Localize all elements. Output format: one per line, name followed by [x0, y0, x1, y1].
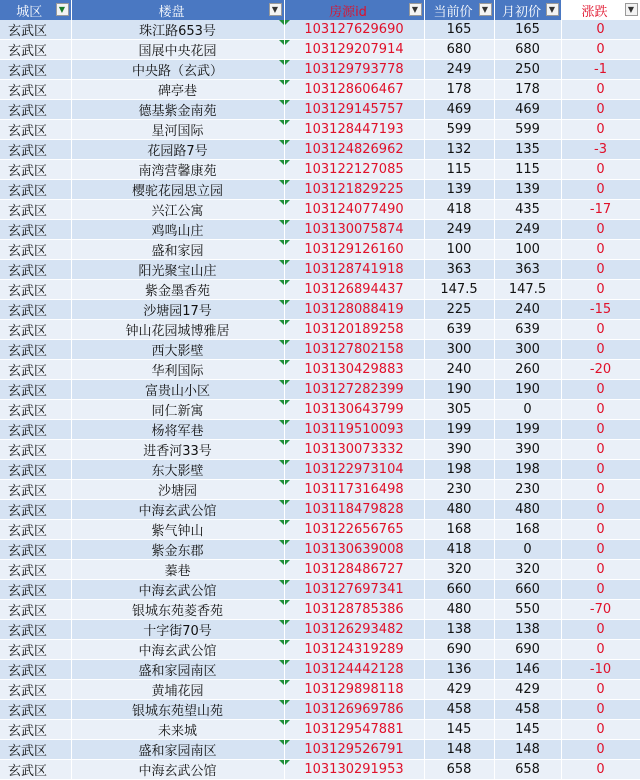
estate-cell[interactable]: 中海玄武公馆 — [71, 500, 284, 520]
listing-id-cell[interactable]: 103130639008 — [284, 540, 424, 560]
current-price-cell[interactable]: 480 — [424, 600, 494, 620]
estate-cell[interactable]: 富贵山小区 — [71, 380, 284, 400]
city-cell[interactable]: 玄武区 — [0, 460, 71, 480]
current-price-cell[interactable]: 660 — [424, 580, 494, 600]
table-row[interactable] — [0, 380, 640, 400]
current-price-cell[interactable]: 199 — [424, 420, 494, 440]
table-row[interactable] — [0, 640, 640, 660]
header-estate-label: 楼盘 — [158, 4, 185, 20]
city-cell[interactable]: 玄武区 — [0, 80, 71, 100]
city-cell[interactable]: 玄武区 — [0, 400, 71, 420]
header-city-label: 城区 — [16, 4, 43, 20]
table-row[interactable] — [0, 160, 640, 180]
month-start-price-cell[interactable]: 599 — [494, 120, 561, 140]
estate-cell[interactable]: 沙塘园 — [71, 480, 284, 500]
month-start-price-cell[interactable]: 429 — [494, 680, 561, 700]
listing-id-cell[interactable]: 103130643799 — [284, 400, 424, 420]
estate-cell[interactable]: 樱驼花园思立园 — [71, 180, 284, 200]
city-cell[interactable]: 玄武区 — [0, 60, 71, 80]
dropdown-arrow-icon[interactable]: ▼ — [625, 3, 638, 16]
table-row[interactable] — [0, 520, 640, 540]
listing-id-cell[interactable]: 103124319289 — [284, 640, 424, 660]
month-start-price-cell[interactable]: 230 — [494, 480, 561, 500]
change-cell[interactable]: -3 — [561, 140, 640, 160]
estate-cell[interactable]: 西大影壁 — [71, 340, 284, 360]
change-cell[interactable]: 0 — [561, 700, 640, 720]
change-cell[interactable]: 0 — [561, 680, 640, 700]
city-cell[interactable]: 玄武区 — [0, 420, 71, 440]
header-city[interactable] — [0, 0, 71, 20]
estate-cell[interactable]: 杨将军巷 — [71, 420, 284, 440]
change-cell[interactable]: 0 — [561, 460, 640, 480]
change-cell[interactable]: 0 — [561, 540, 640, 560]
estate-cell[interactable]: 南湾营馨康苑 — [71, 160, 284, 180]
change-cell[interactable]: 0 — [561, 740, 640, 760]
month-start-price-cell[interactable]: 240 — [494, 300, 561, 320]
change-cell[interactable]: 0 — [561, 160, 640, 180]
month-start-price-cell[interactable]: 139 — [494, 180, 561, 200]
header-change-label: 涨跌 — [581, 4, 608, 20]
city-cell[interactable]: 玄武区 — [0, 720, 71, 740]
estate-cell[interactable]: 阳光聚宝山庄 — [71, 260, 284, 280]
city-cell[interactable]: 玄武区 — [0, 380, 71, 400]
city-cell[interactable]: 玄武区 — [0, 520, 71, 540]
listing-id-cell[interactable]: 103128606467 — [284, 80, 424, 100]
city-cell[interactable]: 玄武区 — [0, 640, 71, 660]
current-price-cell[interactable]: 249 — [424, 60, 494, 80]
month-start-price-cell[interactable]: 300 — [494, 340, 561, 360]
month-start-price-cell[interactable]: 199 — [494, 420, 561, 440]
change-cell[interactable]: 0 — [561, 620, 640, 640]
month-start-price-cell[interactable]: 435 — [494, 200, 561, 220]
change-cell[interactable]: -20 — [561, 360, 640, 380]
dropdown-arrow-icon[interactable]: ▼ — [269, 3, 282, 16]
change-cell[interactable]: 0 — [561, 20, 640, 40]
listing-id-cell[interactable]: 103130075874 — [284, 220, 424, 240]
change-cell[interactable]: 0 — [561, 380, 640, 400]
estate-cell[interactable]: 盛和家园南区 — [71, 660, 284, 680]
listing-id-cell[interactable]: 103124442128 — [284, 660, 424, 680]
change-cell[interactable]: 0 — [561, 560, 640, 580]
listing-id-cell[interactable]: 103126969786 — [284, 700, 424, 720]
month-start-price-cell[interactable]: 115 — [494, 160, 561, 180]
city-cell[interactable]: 玄武区 — [0, 740, 71, 760]
listing-id-cell[interactable]: 103127697341 — [284, 580, 424, 600]
listing-id-cell[interactable]: 103126293482 — [284, 620, 424, 640]
header-estate[interactable] — [71, 0, 284, 20]
estate-cell[interactable]: 十字街70号 — [71, 620, 284, 640]
listing-id-cell[interactable]: 103122656765 — [284, 520, 424, 540]
change-cell[interactable]: 0 — [561, 640, 640, 660]
month-start-price-cell[interactable]: 320 — [494, 560, 561, 580]
estate-cell[interactable]: 珠江路653号 — [71, 20, 284, 40]
city-cell[interactable]: 玄武区 — [0, 480, 71, 500]
current-price-cell[interactable]: 148 — [424, 740, 494, 760]
estate-cell[interactable]: 紫金墨香苑 — [71, 280, 284, 300]
table-row[interactable] — [0, 140, 640, 160]
current-price-cell[interactable]: 139 — [424, 180, 494, 200]
table-row[interactable] — [0, 600, 640, 620]
table-row[interactable] — [0, 320, 640, 340]
table-row[interactable] — [0, 120, 640, 140]
listing-id-cell[interactable]: 103130073332 — [284, 440, 424, 460]
change-cell[interactable]: 0 — [561, 580, 640, 600]
month-start-price-cell[interactable]: 165 — [494, 20, 561, 40]
current-price-cell[interactable]: 190 — [424, 380, 494, 400]
city-cell[interactable]: 玄武区 — [0, 260, 71, 280]
table-row[interactable] — [0, 580, 640, 600]
header-change[interactable] — [561, 0, 640, 20]
month-start-price-cell[interactable]: 146 — [494, 660, 561, 680]
change-cell[interactable]: 0 — [561, 400, 640, 420]
listing-id-cell[interactable]: 103118479828 — [284, 500, 424, 520]
month-start-price-cell[interactable]: 458 — [494, 700, 561, 720]
table-row[interactable] — [0, 100, 640, 120]
change-cell[interactable]: 0 — [561, 520, 640, 540]
dropdown-arrow-icon[interactable]: ▼ — [409, 3, 422, 16]
estate-cell[interactable]: 中央路（玄武） — [71, 60, 284, 80]
table-row[interactable] — [0, 440, 640, 460]
current-price-cell[interactable]: 639 — [424, 320, 494, 340]
listing-id-cell[interactable]: 103129898118 — [284, 680, 424, 700]
change-cell[interactable]: 0 — [561, 340, 640, 360]
estate-cell[interactable]: 银城东苑望山苑 — [71, 700, 284, 720]
table-row[interactable] — [0, 200, 640, 220]
estate-cell[interactable]: 银城东苑菱香苑 — [71, 600, 284, 620]
estate-cell[interactable]: 盛和家园南区 — [71, 740, 284, 760]
listing-id-cell[interactable]: 103124826962 — [284, 140, 424, 160]
city-cell[interactable]: 玄武区 — [0, 680, 71, 700]
change-cell[interactable]: 0 — [561, 260, 640, 280]
header-current-price-label: 当前价 — [433, 4, 473, 20]
table-row[interactable] — [0, 220, 640, 240]
month-start-price-cell[interactable]: 198 — [494, 460, 561, 480]
table-row[interactable] — [0, 60, 640, 80]
table-row[interactable] — [0, 740, 640, 760]
change-cell[interactable]: -10 — [561, 660, 640, 680]
month-start-price-cell[interactable]: 469 — [494, 100, 561, 120]
estate-cell[interactable]: 黄埔花园 — [71, 680, 284, 700]
estate-cell[interactable]: 鸡鸣山庄 — [71, 220, 284, 240]
city-cell[interactable]: 玄武区 — [0, 20, 71, 40]
current-price-cell[interactable]: 178 — [424, 80, 494, 100]
change-cell[interactable]: 0 — [561, 80, 640, 100]
table-row[interactable] — [0, 540, 640, 560]
city-cell[interactable]: 玄武区 — [0, 240, 71, 260]
table-row[interactable] — [0, 660, 640, 680]
month-start-price-cell[interactable]: 145 — [494, 720, 561, 740]
city-cell[interactable]: 玄武区 — [0, 200, 71, 220]
month-start-price-cell[interactable]: 680 — [494, 40, 561, 60]
month-start-price-cell[interactable]: 147.5 — [494, 280, 561, 300]
city-cell[interactable]: 玄武区 — [0, 220, 71, 240]
estate-cell[interactable]: 兴江公寓 — [71, 200, 284, 220]
estate-cell[interactable]: 德基紫金南苑 — [71, 100, 284, 120]
estate-cell[interactable]: 中海玄武公馆 — [71, 580, 284, 600]
current-price-cell[interactable]: 680 — [424, 40, 494, 60]
current-price-cell[interactable]: 418 — [424, 540, 494, 560]
listing-id-cell[interactable]: 103117316498 — [284, 480, 424, 500]
month-start-price-cell[interactable]: 480 — [494, 500, 561, 520]
header-month-start-label: 月初价 — [501, 4, 541, 20]
current-price-cell[interactable]: 225 — [424, 300, 494, 320]
month-start-price-cell[interactable]: 249 — [494, 220, 561, 240]
table-row[interactable] — [0, 40, 640, 60]
month-start-price-cell[interactable]: 639 — [494, 320, 561, 340]
estate-cell[interactable]: 紫气钟山 — [71, 520, 284, 540]
table-row[interactable] — [0, 420, 640, 440]
current-price-cell[interactable]: 658 — [424, 760, 494, 780]
estate-cell[interactable]: 进香河33号 — [71, 440, 284, 460]
city-cell[interactable]: 玄武区 — [0, 440, 71, 460]
month-start-price-cell[interactable]: 135 — [494, 140, 561, 160]
change-cell[interactable]: 0 — [561, 720, 640, 740]
table-row[interactable] — [0, 560, 640, 580]
city-cell[interactable]: 玄武区 — [0, 760, 71, 780]
change-cell[interactable]: 0 — [561, 220, 640, 240]
table-row[interactable] — [0, 280, 640, 300]
month-start-price-cell[interactable]: 178 — [494, 80, 561, 100]
table-row[interactable] — [0, 80, 640, 100]
estate-cell[interactable]: 星河国际 — [71, 120, 284, 140]
table-row[interactable] — [0, 360, 640, 380]
current-price-cell[interactable]: 230 — [424, 480, 494, 500]
table-row[interactable] — [0, 300, 640, 320]
change-cell[interactable]: 0 — [561, 500, 640, 520]
month-start-price-cell[interactable]: 138 — [494, 620, 561, 640]
change-cell[interactable]: -1 — [561, 60, 640, 80]
listing-id-cell[interactable]: 103121829225 — [284, 180, 424, 200]
estate-cell[interactable]: 盛和家园 — [71, 240, 284, 260]
header-month-start-price[interactable] — [494, 0, 561, 20]
table-row[interactable] — [0, 240, 640, 260]
listing-id-cell[interactable]: 103127802158 — [284, 340, 424, 360]
month-start-price-cell[interactable]: 190 — [494, 380, 561, 400]
month-start-price-cell[interactable]: 658 — [494, 760, 561, 780]
table-row[interactable] — [0, 460, 640, 480]
current-price-cell[interactable]: 320 — [424, 560, 494, 580]
change-cell[interactable]: -17 — [561, 200, 640, 220]
listing-id-cell[interactable]: 103129126160 — [284, 240, 424, 260]
month-start-price-cell[interactable]: 250 — [494, 60, 561, 80]
current-price-cell[interactable]: 469 — [424, 100, 494, 120]
current-price-cell[interactable]: 429 — [424, 680, 494, 700]
listing-id-cell[interactable]: 103128447193 — [284, 120, 424, 140]
change-cell[interactable]: 0 — [561, 100, 640, 120]
change-cell[interactable]: 0 — [561, 280, 640, 300]
month-start-price-cell[interactable]: 550 — [494, 600, 561, 620]
estate-cell[interactable]: 同仁新寓 — [71, 400, 284, 420]
city-cell[interactable]: 玄武区 — [0, 500, 71, 520]
listing-id-cell[interactable]: 103130291953 — [284, 760, 424, 780]
month-start-price-cell[interactable]: 168 — [494, 520, 561, 540]
table-row[interactable] — [0, 700, 640, 720]
listing-id-cell[interactable]: 103122127085 — [284, 160, 424, 180]
change-cell[interactable]: 0 — [561, 120, 640, 140]
month-start-price-cell[interactable]: 260 — [494, 360, 561, 380]
city-cell[interactable]: 玄武区 — [0, 100, 71, 120]
estate-cell[interactable]: 碑亭巷 — [71, 80, 284, 100]
city-cell[interactable]: 玄武区 — [0, 700, 71, 720]
table-row[interactable] — [0, 480, 640, 500]
change-cell[interactable]: 0 — [561, 40, 640, 60]
header-listing-id-label: 房源id — [329, 4, 367, 20]
city-cell[interactable]: 玄武区 — [0, 300, 71, 320]
change-cell[interactable]: -15 — [561, 300, 640, 320]
city-cell[interactable]: 玄武区 — [0, 280, 71, 300]
city-cell[interactable]: 玄武区 — [0, 620, 71, 640]
city-cell[interactable]: 玄武区 — [0, 600, 71, 620]
current-price-cell[interactable]: 147.5 — [424, 280, 494, 300]
table-row[interactable] — [0, 340, 640, 360]
city-cell[interactable]: 玄武区 — [0, 580, 71, 600]
table-row[interactable] — [0, 500, 640, 520]
current-price-cell[interactable]: 132 — [424, 140, 494, 160]
table-row[interactable] — [0, 720, 640, 740]
current-price-cell[interactable]: 458 — [424, 700, 494, 720]
month-start-price-cell[interactable]: 660 — [494, 580, 561, 600]
table-row[interactable] — [0, 620, 640, 640]
estate-cell[interactable]: 花园路7号 — [71, 140, 284, 160]
city-cell[interactable]: 玄武区 — [0, 180, 71, 200]
estate-cell[interactable]: 东大影壁 — [71, 460, 284, 480]
header-row — [0, 0, 640, 20]
change-cell[interactable]: 0 — [561, 420, 640, 440]
month-start-price-cell[interactable]: 0 — [494, 400, 561, 420]
current-price-cell[interactable]: 249 — [424, 220, 494, 240]
table-row[interactable] — [0, 20, 640, 40]
table-row[interactable] — [0, 680, 640, 700]
current-price-cell[interactable]: 690 — [424, 640, 494, 660]
table-row[interactable] — [0, 260, 640, 280]
listing-id-cell[interactable]: 103128486727 — [284, 560, 424, 580]
current-price-cell[interactable]: 100 — [424, 240, 494, 260]
change-cell[interactable]: 0 — [561, 480, 640, 500]
filter-active-icon[interactable]: ▼ — [56, 3, 69, 16]
current-price-cell[interactable]: 138 — [424, 620, 494, 640]
current-price-cell[interactable]: 599 — [424, 120, 494, 140]
change-cell[interactable]: 0 — [561, 180, 640, 200]
change-cell[interactable]: 0 — [561, 240, 640, 260]
current-price-cell[interactable]: 363 — [424, 260, 494, 280]
estate-cell[interactable]: 中海玄武公馆 — [71, 760, 284, 780]
listing-id-cell[interactable]: 103129145757 — [284, 100, 424, 120]
current-price-cell[interactable]: 300 — [424, 340, 494, 360]
current-price-cell[interactable]: 418 — [424, 200, 494, 220]
month-start-price-cell[interactable]: 363 — [494, 260, 561, 280]
city-cell[interactable]: 玄武区 — [0, 540, 71, 560]
city-cell[interactable]: 玄武区 — [0, 140, 71, 160]
change-cell[interactable]: 0 — [561, 320, 640, 340]
month-start-price-cell[interactable]: 0 — [494, 540, 561, 560]
estate-cell[interactable]: 华利国际 — [71, 360, 284, 380]
current-price-cell[interactable]: 390 — [424, 440, 494, 460]
listing-id-cell[interactable]: 103128741918 — [284, 260, 424, 280]
city-cell[interactable]: 玄武区 — [0, 560, 71, 580]
current-price-cell[interactable]: 165 — [424, 20, 494, 40]
city-cell[interactable]: 玄武区 — [0, 360, 71, 380]
listing-id-cell[interactable]: 103128785386 — [284, 600, 424, 620]
listing-id-cell[interactable]: 103126894437 — [284, 280, 424, 300]
city-cell[interactable]: 玄武区 — [0, 320, 71, 340]
listing-id-cell[interactable]: 103129526791 — [284, 740, 424, 760]
current-price-cell[interactable]: 480 — [424, 500, 494, 520]
change-cell[interactable]: -70 — [561, 600, 640, 620]
city-cell[interactable]: 玄武区 — [0, 40, 71, 60]
listing-id-cell[interactable]: 103124077490 — [284, 200, 424, 220]
table-row[interactable] — [0, 400, 640, 420]
current-price-cell[interactable]: 168 — [424, 520, 494, 540]
current-price-cell[interactable]: 115 — [424, 160, 494, 180]
city-cell[interactable]: 玄武区 — [0, 160, 71, 180]
table-row[interactable] — [0, 180, 640, 200]
listing-id-cell[interactable]: 103119510093 — [284, 420, 424, 440]
estate-cell[interactable]: 沙塘园17号 — [71, 300, 284, 320]
dropdown-arrow-icon[interactable]: ▼ — [546, 3, 559, 16]
table-row[interactable] — [0, 760, 640, 780]
listing-id-cell[interactable]: 103127282399 — [284, 380, 424, 400]
month-start-price-cell[interactable]: 148 — [494, 740, 561, 760]
current-price-cell[interactable]: 240 — [424, 360, 494, 380]
change-cell[interactable]: 0 — [561, 440, 640, 460]
current-price-cell[interactable]: 305 — [424, 400, 494, 420]
listing-id-cell[interactable]: 103129207914 — [284, 40, 424, 60]
month-start-price-cell[interactable]: 390 — [494, 440, 561, 460]
estate-cell[interactable]: 钟山花园城博雅居 — [71, 320, 284, 340]
listing-id-cell[interactable]: 103122973104 — [284, 460, 424, 480]
current-price-cell[interactable]: 145 — [424, 720, 494, 740]
month-start-price-cell[interactable]: 690 — [494, 640, 561, 660]
listing-id-cell[interactable]: 103128088419 — [284, 300, 424, 320]
city-cell[interactable]: 玄武区 — [0, 340, 71, 360]
header-listing-id[interactable] — [284, 0, 424, 20]
city-cell[interactable]: 玄武区 — [0, 660, 71, 680]
current-price-cell[interactable]: 198 — [424, 460, 494, 480]
estate-cell[interactable]: 未来城 — [71, 720, 284, 740]
current-price-cell[interactable]: 136 — [424, 660, 494, 680]
listing-id-cell[interactable]: 103120189258 — [284, 320, 424, 340]
estate-cell[interactable]: 蓁巷 — [71, 560, 284, 580]
header-current-price[interactable] — [424, 0, 494, 20]
dropdown-arrow-icon[interactable]: ▼ — [479, 3, 492, 16]
listing-id-cell[interactable]: 103129793778 — [284, 60, 424, 80]
estate-cell[interactable]: 国展中央花园 — [71, 40, 284, 60]
estate-cell[interactable]: 中海玄武公馆 — [71, 640, 284, 660]
listing-id-cell[interactable]: 103130429883 — [284, 360, 424, 380]
listing-id-cell[interactable]: 103129547881 — [284, 720, 424, 740]
listing-id-cell[interactable]: 103127629690 — [284, 20, 424, 40]
month-start-price-cell[interactable]: 100 — [494, 240, 561, 260]
city-cell[interactable]: 玄武区 — [0, 120, 71, 140]
change-cell[interactable]: 0 — [561, 760, 640, 780]
estate-cell[interactable]: 紫金东郡 — [71, 540, 284, 560]
